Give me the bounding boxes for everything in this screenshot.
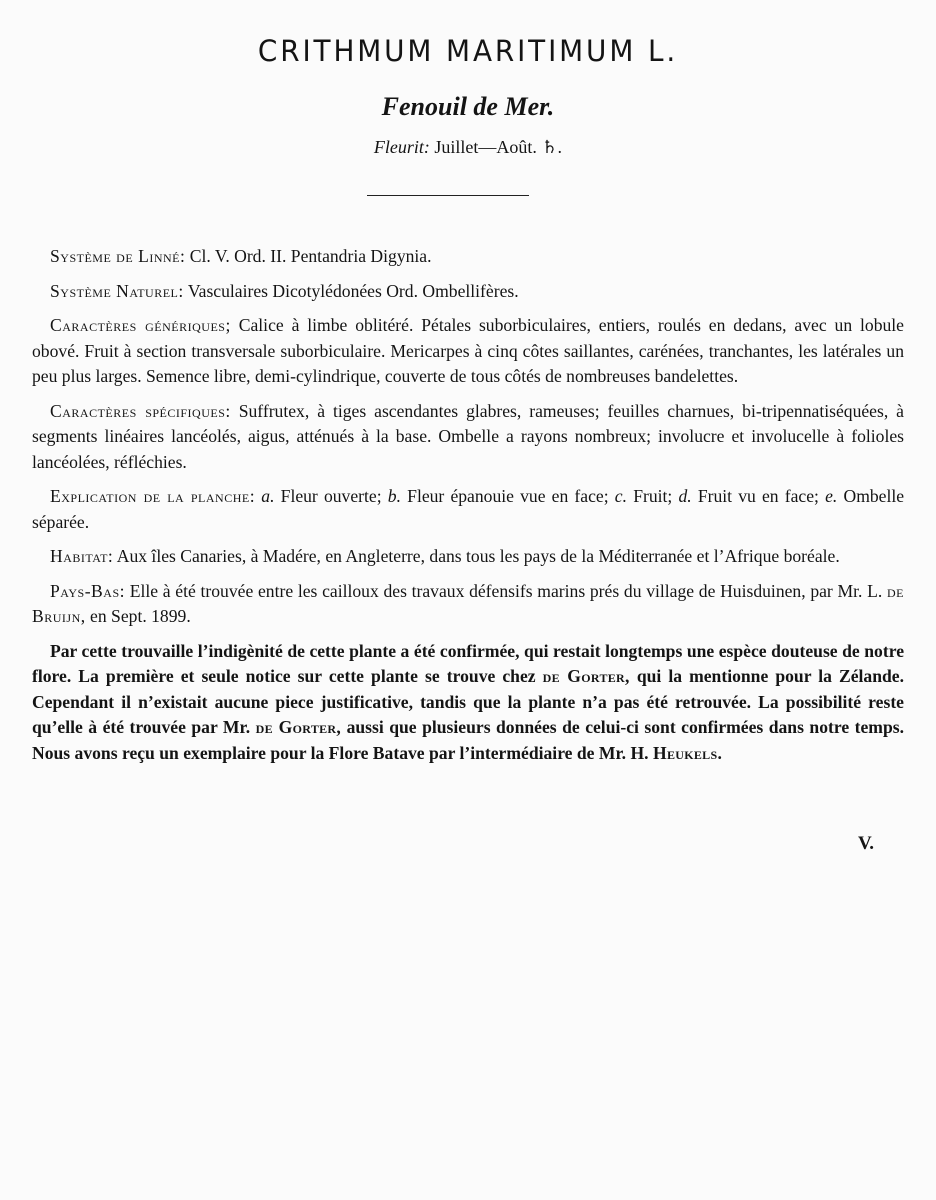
plate-text-e: Ombelle séparée. — [32, 486, 905, 532]
remarks-part-1: Par cette trouvaille l’indigènité de cette plante a été confirmée, qui restait longtemps une espèce douteuse de notre flore. La première et seule notice sur cette plante se trouve chez — [32, 640, 904, 686]
plate-text-b: Fleur épanouie vue en face; — [407, 486, 609, 506]
collector-name: de Bruijn, — [32, 580, 904, 626]
paragraph-remarks — [32, 639, 904, 767]
paragraph-linne — [32, 244, 904, 270]
plate-letter-d: d. — [678, 486, 692, 506]
plate-text-c: Fruit; — [633, 486, 673, 506]
remarks-name-2: de Gorter, — [255, 717, 342, 737]
label-explication: Explication de la planche: — [50, 486, 256, 506]
title-divider — [367, 195, 529, 196]
plate-letter-a: a. — [261, 486, 275, 506]
description-body — [32, 244, 904, 775]
flowering-line — [0, 137, 936, 158]
paragraph-habitat — [32, 544, 904, 570]
text-paysbas-2: en Sept. 1899. — [90, 606, 191, 626]
author-signature: V. — [857, 833, 874, 854]
label-generiques: Caractères génériques; — [50, 315, 231, 335]
page-title: CRITHMUM MARITIMUM L. — [257, 34, 679, 68]
text-habitat: Aux îles Canaries, à Madére, en Angleterre, dans tous les pays de la Méditerranée et l’Afrique boréale. — [116, 546, 840, 566]
plate-letter-c: c. — [614, 486, 628, 506]
text-paysbas-1: Elle à été trouvée entre les cailloux des travaux défensifs marins prés du village de Huisduinen, par Mr. L. — [129, 580, 883, 601]
label-naturel: Système Naturel: — [50, 280, 184, 301]
text-naturel: Vasculaires Dicotylédonées Ord. Ombellifères. — [187, 280, 519, 301]
paragraph-naturel — [32, 279, 904, 305]
plate-letter-e: e. — [825, 486, 838, 506]
paragraph-generiques — [32, 313, 904, 390]
remarks-name-1: de Gorter, — [542, 666, 630, 686]
paragraph-explication — [32, 484, 904, 535]
label-habitat: Habitat: — [50, 546, 114, 566]
plate-text-a: Fleur ouverte; — [280, 486, 382, 506]
plate-text-d: Fruit vu en face; — [697, 486, 819, 506]
text-linne: Cl. V. Ord. II. Pentandria Digynia. — [189, 246, 432, 266]
text-specifiques: Suffrutex, à tiges ascendantes glabres, rameuses; feuilles charnues, bi-tripennatiséquées, à segments linéaires lancéolés, aigus, atténués à la base. Ombelle a rayons nombreux; involucre et involucelle à folioles lancéolées, réfléchies. — [32, 400, 904, 472]
paragraph-specifiques — [32, 399, 904, 476]
paragraph-paysbas — [32, 579, 904, 630]
label-paysbas: Pays-Bas: — [50, 580, 126, 601]
common-name: Fenouil de Mer. — [381, 92, 555, 121]
plate-letter-b: b. — [387, 486, 401, 506]
label-linne: Système de Linné: — [50, 246, 186, 266]
remarks-part-3: aussi que plusieurs données de celui-ci sont confirmées dans notre temps. Nous avons reçu un exemplaire pour la Flore Batave par l’intermédiaire de Mr. H. — [32, 717, 904, 763]
flowering-label: Fleurit: — [373, 137, 430, 157]
text-generiques: Calice à limbe oblitéré. Pétales suborbiculaires, entiers, roulés en dedans, avec un lobule obové. Fruit à section transversale suborbiculaire. Mericarpes à cinq côtes saillantes, carénées, tranchantes, les latérales un peu plus larges. Semence libre, demi-cylindrique, couverte de tous côtés de nombreuses bandelettes. — [32, 315, 904, 386]
remarks-part-2: qui la mentionne pour la Zélande. Cependant il n’existait aucune piece justificative, tandis que la plante n’a pas été retrouvée. La possibilité reste qu’elle à été trouvée par Mr. — [32, 666, 905, 737]
label-specifiques: Caractères spécifiques: — [50, 400, 231, 421]
remarks-name-3: Heukels. — [652, 742, 723, 763]
flowering-value: Juillet—Août. ♄. — [434, 137, 563, 157]
